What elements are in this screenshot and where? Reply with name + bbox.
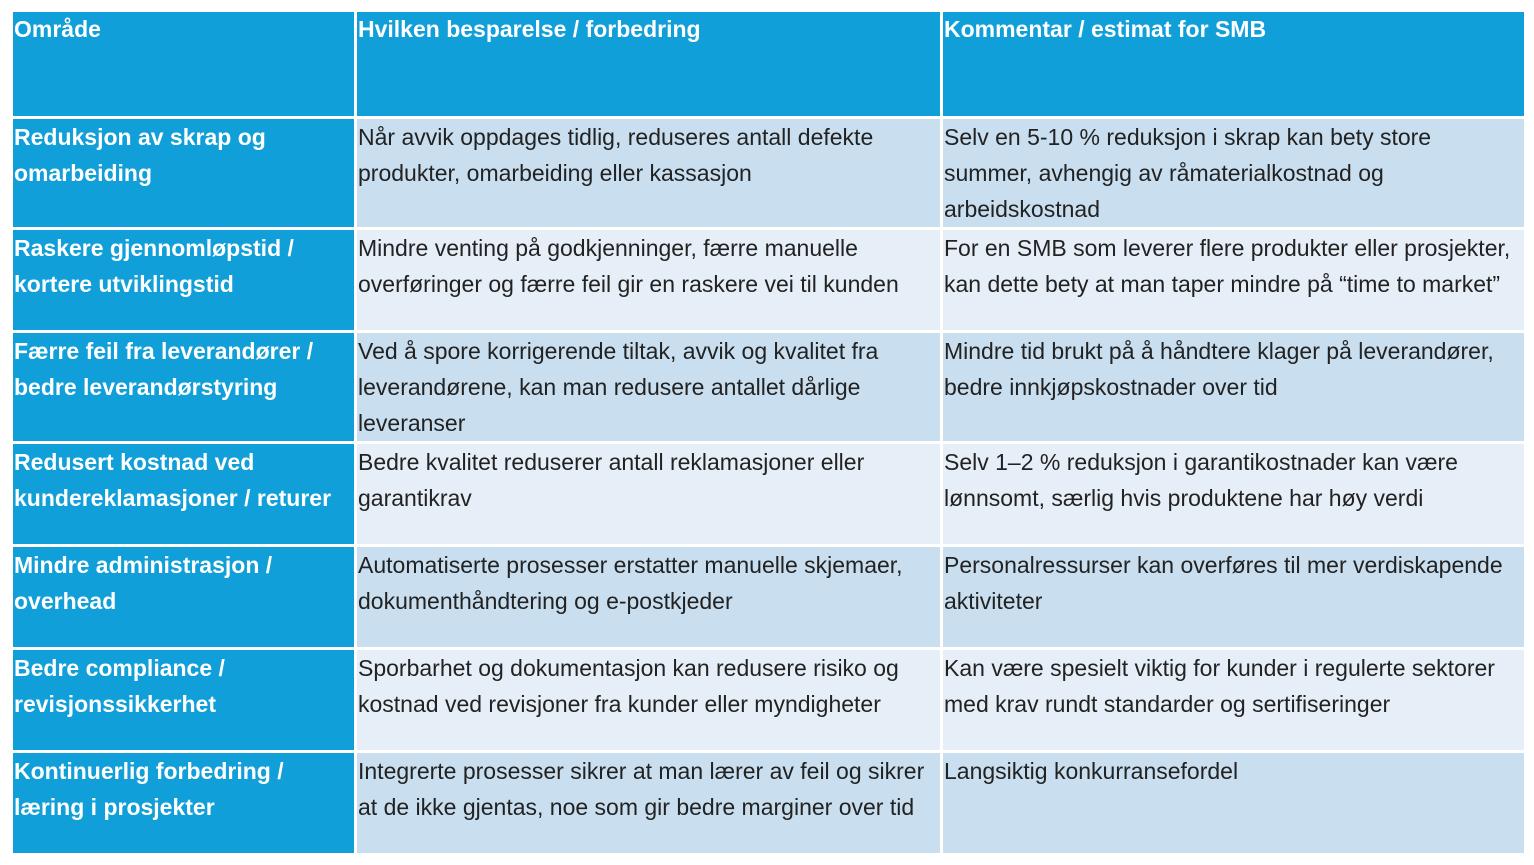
table-row bbox=[12, 229, 1526, 332]
saving-cell: Integrerte prosesser sikrer at man lærer av feil og sikrer at de ikke gjentas, noe som gir bedre marginer over tid bbox=[356, 752, 942, 855]
header-area: Område bbox=[12, 11, 356, 118]
saving-cell: Ved å spore korrigerende tiltak, avvik og kvalitet fra leverandørene, kan man redusere antallet dårlige leveranser bbox=[356, 332, 942, 443]
table-row bbox=[12, 649, 1526, 752]
area-cell: Færre feil fra leverandører / bedre leverandørstyring bbox=[12, 332, 356, 443]
comment-cell: Mindre tid brukt på å håndtere klager på leverandører, bedre innkjøpskostnader over tid bbox=[942, 332, 1526, 443]
comment-cell: Selv en 5-10 % reduksjon i skrap kan bety store summer, avhengig av råmaterialkostnad og arbeidskostnad bbox=[942, 118, 1526, 229]
saving-cell: Bedre kvalitet reduserer antall reklamasjoner eller garantikrav bbox=[356, 443, 942, 546]
comment-cell: Langsiktig konkurransefordel bbox=[942, 752, 1526, 855]
area-cell: Redusert kostnad ved kundereklamasjoner / returer bbox=[12, 443, 356, 546]
table-row bbox=[12, 752, 1526, 855]
table-header-row bbox=[12, 11, 1526, 118]
comment-cell: Selv 1–2 % reduksjon i garantikostnader kan være lønnsomt, særlig hvis produktene har høy verdi bbox=[942, 443, 1526, 546]
area-cell: Raskere gjennomløpstid / kortere utviklingstid bbox=[12, 229, 356, 332]
saving-cell: Når avvik oppdages tidlig, reduseres antall defekte produkter, omarbeiding eller kassasjon bbox=[356, 118, 942, 229]
saving-cell: Sporbarhet og dokumentasjon kan redusere risiko og kostnad ved revisjoner fra kunder eller myndigheter bbox=[356, 649, 942, 752]
area-cell: Mindre administrasjon / overhead bbox=[12, 546, 356, 649]
comment-cell: Personalressurser kan overføres til mer verdiskapende aktiviteter bbox=[942, 546, 1526, 649]
saving-cell: Mindre venting på godkjenninger, færre manuelle overføringer og færre feil gir en raskere vei til kunden bbox=[356, 229, 942, 332]
savings-table bbox=[10, 9, 1527, 856]
table-row bbox=[12, 118, 1526, 229]
comment-cell: Kan være spesielt viktig for kunder i regulerte sektorer med krav rundt standarder og sertifiseringer bbox=[942, 649, 1526, 752]
table-row bbox=[12, 332, 1526, 443]
area-cell: Reduksjon av skrap og omarbeiding bbox=[12, 118, 356, 229]
saving-cell: Automatiserte prosesser erstatter manuelle skjemaer, dokumenthåndtering og e-postkjeder bbox=[356, 546, 942, 649]
header-saving: Hvilken besparelse / forbedring bbox=[356, 11, 942, 118]
comment-cell: For en SMB som leverer flere produkter eller prosjekter, kan dette bety at man taper mindre på “time to market” bbox=[942, 229, 1526, 332]
area-cell: Bedre compliance / revisjonssikkerhet bbox=[12, 649, 356, 752]
header-comment: Kommentar / estimat for SMB bbox=[942, 11, 1526, 118]
table-row bbox=[12, 546, 1526, 649]
area-cell: Kontinuerlig forbedring / læring i prosjekter bbox=[12, 752, 356, 855]
table-row bbox=[12, 443, 1526, 546]
